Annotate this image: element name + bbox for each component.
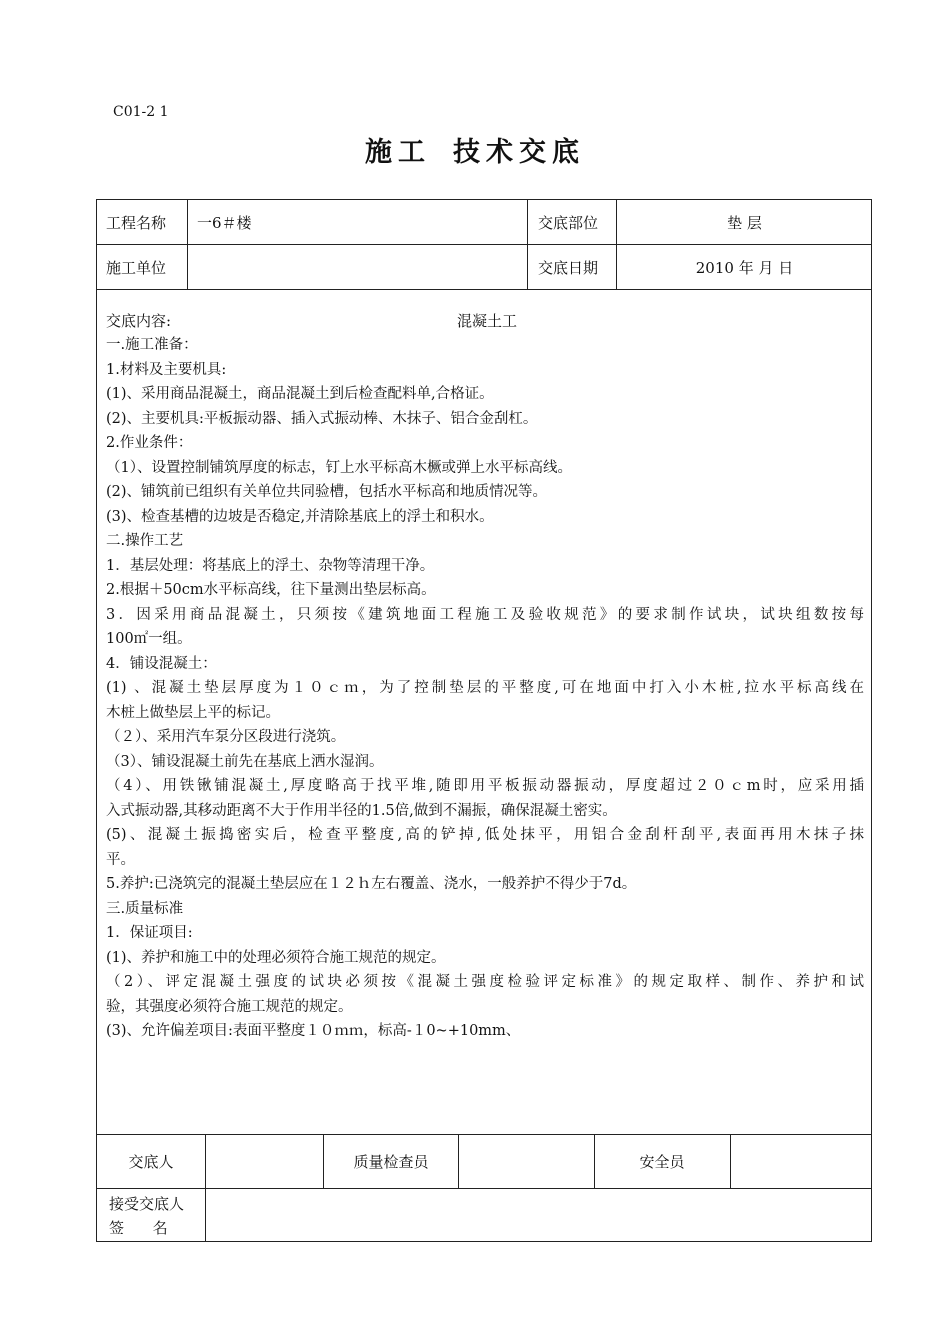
content-line: 入式振动器,其移动距离不大于作用半径的1.5倍,做到不漏振，确保混凝土密实。 <box>106 802 617 819</box>
project-name-value: 一6＃楼 <box>197 213 252 232</box>
content-line: 验，其强度必须符合施工规范的规定。 <box>106 998 353 1015</box>
content-line: 2.作业条件： <box>106 435 193 451</box>
content-line: （2）、评定混凝土强度的试块必须按《混凝土强度检验评定标准》的规定取样、制作、养护和试 <box>106 974 864 990</box>
form-code: C01-2 1 <box>113 104 169 120</box>
col-divider <box>187 200 188 289</box>
safety-officer-label: 安全员 <box>639 1153 685 1171</box>
disclosure-part-value: 垫 层 <box>727 213 762 232</box>
presenter-label: 交底人 <box>128 1153 174 1171</box>
content-line: 三.质量标准 <box>106 900 184 917</box>
content-line: 2.根据＋50cm水平标高线，往下量测出垫层标高。 <box>106 582 436 598</box>
content-line: (1)、采用商品混凝土，商品混凝土到后检查配料单,合格证。 <box>106 386 494 402</box>
content-line: （２）、采用汽车泵分区段进行浇筑。 <box>106 729 346 745</box>
content-line: 1.材料及主要机具: <box>106 361 227 378</box>
content-line: 100㎡一组。 <box>106 631 192 647</box>
content-line: 1．保证项目: <box>106 925 193 941</box>
content-line: (1)、养护和施工中的处理必须符合施工规范的规定。 <box>106 949 446 966</box>
receiver-sign-field[interactable] <box>206 1189 871 1241</box>
content-line: (5)、混凝土振捣密实后，检查平整度,高的铲掉,低处抹平，用铝合金刮杆刮平,表面再用木抹子抹 <box>106 827 864 843</box>
receiver-label-line1: 接受交底人 <box>109 1195 185 1213</box>
receiver-label-line2: 签 名 <box>109 1219 168 1237</box>
receiver-label <box>109 1192 201 1240</box>
content-line: 一.施工准备： <box>106 337 198 353</box>
page-title <box>0 130 950 169</box>
content-line: (2)、铺筑前已组织有关单位共同验槽，包括水平标高和地质情况等。 <box>106 484 548 500</box>
content-label: 交底内容: <box>106 311 172 330</box>
content-subject: 混凝土工 <box>457 311 518 330</box>
title-part-b: 技术交底 <box>453 137 585 168</box>
content-line: 4．铺设混凝土： <box>106 655 217 672</box>
content-line: 二.操作工艺 <box>106 533 184 549</box>
content-line: 3．因采用商品混凝土，只须按《建筑地面工程施工及验收规范》的要求制作试块，试块组数按每 <box>106 606 864 623</box>
quality-inspector-sign-field[interactable] <box>459 1135 593 1188</box>
safety-officer-sign-field[interactable] <box>731 1135 871 1188</box>
content-line: (3)、允许偏差项目:表面平整度１０ｍｍ，标高-１0~+10mm、 <box>106 1023 521 1039</box>
quality-inspector-label: 质量检查员 <box>353 1153 429 1171</box>
project-name-label: 工程名称 <box>106 213 167 232</box>
presenter-sign-field[interactable] <box>206 1135 322 1188</box>
content-line: （4）、用铁锹铺混凝土,厚度略高于找平堆,随即用平板振动器振动，厚度超过２０ｃm时，应采用插 <box>106 778 864 794</box>
content-line: (1) 、混凝土垫层厚度为１０ｃｍ，为了控制垫层的平整度,可在地面中打入小木桩,拉水平标高线在 <box>106 680 864 696</box>
disclosure-part-label: 交底部位 <box>538 213 599 232</box>
title-part-a: 施工 <box>365 137 431 168</box>
content-line: (2)、主要机具:平板振动器、插入式振动棒、木抹子、铝合金刮杠。 <box>106 410 538 427</box>
disclosure-table <box>96 199 872 1242</box>
content-line: （3）、铺设混凝土前先在基底上洒水湿润。 <box>106 753 384 770</box>
row-divider <box>97 289 871 290</box>
construction-unit-value <box>197 245 517 289</box>
content-line: （1）、设置控制铺筑厚度的标志，钉上水平标高木橛或弹上水平标高线。 <box>106 459 572 476</box>
content-line: 平。 <box>106 851 135 868</box>
col-divider <box>527 200 528 289</box>
content-line: 5.养护:已浇筑完的混凝土垫层应在１２ｈ左右覆盖、浇水，一般养护不得少于7d。 <box>106 876 637 892</box>
disclosure-date-value: 2010 年 月 日 <box>695 258 794 277</box>
disclosure-date-label: 交底日期 <box>538 258 599 277</box>
construction-unit-label: 施工单位 <box>106 258 167 277</box>
content-line: 1．基层处理：将基底上的浮土、杂物等清理干净。 <box>106 557 435 574</box>
content-body <box>106 333 864 1044</box>
content-line: (3)、检查基槽的边坡是否稳定,并清除基底上的浮土和积水。 <box>106 508 494 525</box>
content-line: 木桩上做垫层上平的标记。 <box>106 704 280 721</box>
